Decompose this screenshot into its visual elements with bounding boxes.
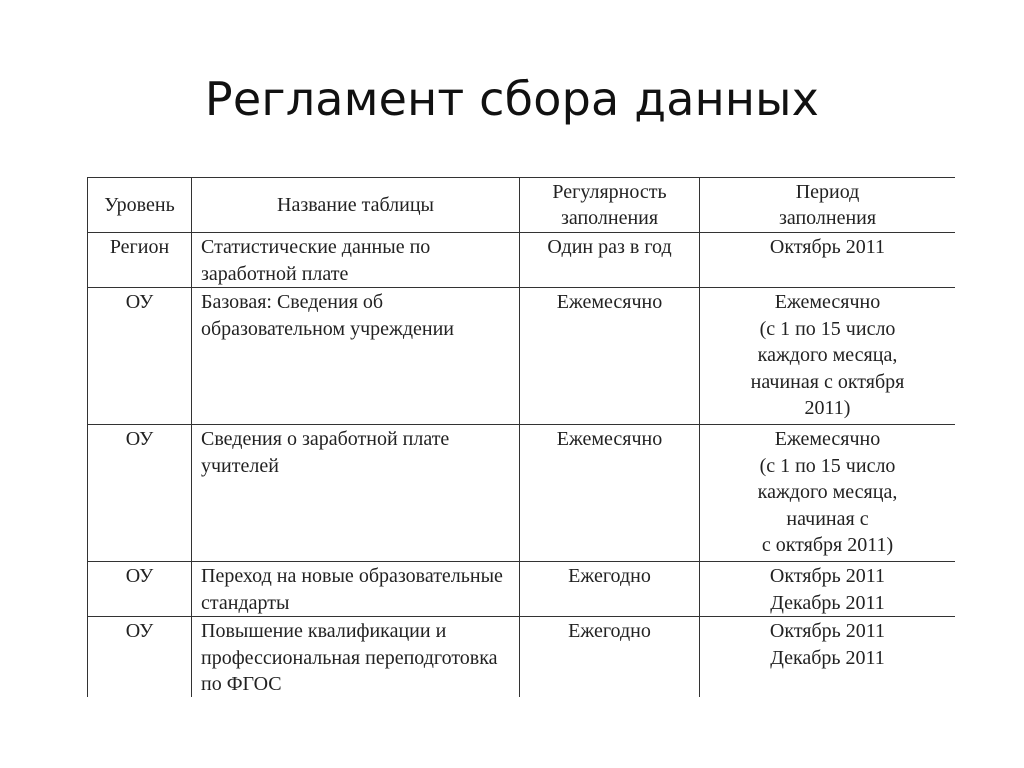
cell-table-name: Сведения о заработной плате учителей bbox=[192, 425, 520, 562]
cell-period bbox=[700, 425, 956, 562]
cell-level: Регион bbox=[88, 233, 192, 288]
cell-table-name: Переход на новые образовательные стандарты bbox=[192, 562, 520, 617]
cell-table-name: Статистические данные по заработной плате bbox=[192, 233, 520, 288]
cell-regularity: Ежемесячно bbox=[520, 288, 700, 425]
period-line: 2011) bbox=[804, 397, 851, 419]
cell-period bbox=[700, 562, 956, 617]
period-line: Ежемесячно bbox=[774, 428, 881, 450]
cell-period bbox=[700, 233, 956, 288]
period-line: (с 1 по 15 число bbox=[759, 454, 896, 477]
table-row bbox=[88, 562, 956, 617]
table-row bbox=[88, 288, 956, 425]
table-header bbox=[88, 178, 956, 233]
cell-regularity: Ежемесячно bbox=[520, 425, 700, 562]
cell-period bbox=[700, 288, 956, 425]
period-line: каждого месяца, bbox=[757, 344, 898, 366]
data-collection-table bbox=[87, 177, 955, 697]
cell-level: ОУ bbox=[88, 617, 192, 698]
period-line: Октябрь 2011 bbox=[769, 236, 886, 258]
period-line: (с 1 по 15 число bbox=[759, 317, 896, 340]
period-line: Октябрь 2011 bbox=[769, 565, 886, 587]
period-line: Декабрь 2011 bbox=[770, 591, 885, 614]
period-line: Ежемесячно bbox=[774, 291, 881, 313]
data-collection-table-container bbox=[87, 177, 955, 697]
header-table-name: Название таблицы bbox=[192, 178, 520, 233]
period-line: начиная с октября bbox=[750, 370, 905, 393]
slide-title: Регламент сбора данных bbox=[204, 72, 820, 126]
period-line: Декабрь 2011 bbox=[770, 646, 885, 669]
cell-period bbox=[700, 617, 956, 698]
period-line: каждого месяца, bbox=[757, 481, 898, 503]
header-regularity bbox=[520, 178, 700, 233]
period-line: с октября 2011) bbox=[761, 534, 894, 556]
cell-level: ОУ bbox=[88, 425, 192, 562]
header-period bbox=[700, 178, 956, 233]
header-period-line: Период bbox=[795, 180, 860, 203]
header-level: Уровень bbox=[88, 178, 192, 233]
header-row bbox=[88, 178, 956, 233]
cell-level: ОУ bbox=[88, 288, 192, 425]
header-regularity-line: Регулярность bbox=[552, 180, 667, 203]
cell-level: ОУ bbox=[88, 562, 192, 617]
table-row bbox=[88, 425, 956, 562]
cell-table-name: Повышение квалификации и профессиональная переподготовка по ФГОС bbox=[192, 617, 520, 698]
table-body bbox=[88, 233, 956, 698]
header-regularity-line: заполнения bbox=[560, 207, 659, 229]
table-row bbox=[88, 233, 956, 288]
table-row bbox=[88, 617, 956, 698]
cell-regularity: Один раз в год bbox=[520, 233, 700, 288]
period-line: начиная с bbox=[786, 507, 869, 530]
cell-table-name: Базовая: Сведения об образовательном учреждении bbox=[192, 288, 520, 425]
header-period-line: заполнения bbox=[778, 207, 877, 229]
period-line: Октябрь 2011 bbox=[769, 620, 886, 642]
cell-regularity: Ежегодно bbox=[520, 617, 700, 698]
cell-regularity: Ежегодно bbox=[520, 562, 700, 617]
